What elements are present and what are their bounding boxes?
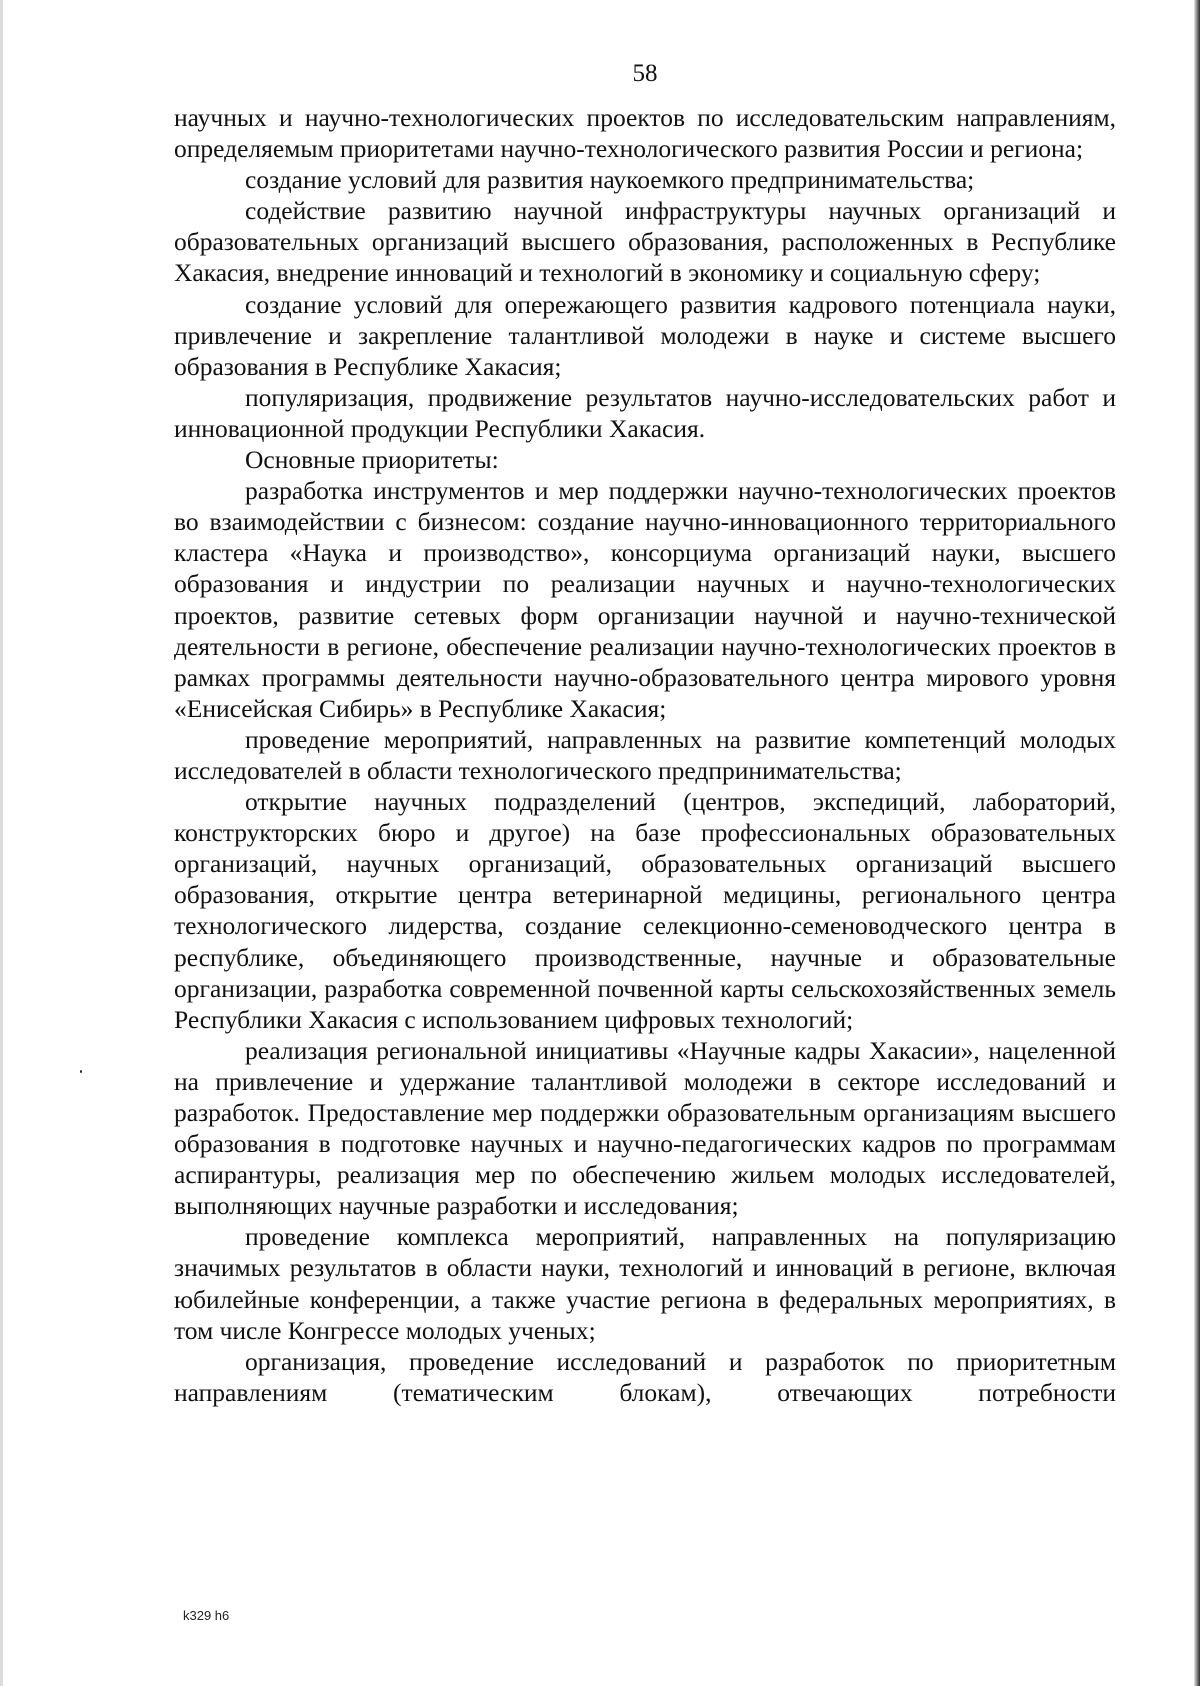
scan-edge-right	[1194, 0, 1200, 1686]
paragraph: проведение комплекса мероприятий, направленных на популяризацию значимых результатов в области науки, технологий и инноваций в регионе, включая юбилейные конференции, а также участие региона в федеральных мероприятиях, в том числе Конгрессе молодых ученых;	[174, 1222, 1116, 1345]
paragraph: проведение мероприятий, направленных на развитие компетенций молодых исследователей в области технологического предпринимательства;	[174, 724, 1116, 785]
paragraph-continued: научных и научно-технологических проектов по исследовательским направлениям, определяемым приоритетами научно-технологического развития России и региона;	[174, 103, 1116, 164]
paragraph: популяризация, продвижение результатов научно-исследовательских работ и инновационной продукции Республики Хакасия.	[174, 382, 1116, 443]
paragraph-continues: организация, проведение исследований и разработок по приоритетным направлениям (тематическим блокам), отвечающих потребности	[174, 1346, 1116, 1407]
scan-speck	[80, 1070, 82, 1073]
paragraph: реализация региональной инициативы «Научные кадры Хакасии», нацеленной на привлечение и удержание талантливой молодежи в секторе исследований и разработок. Предоставление мер поддержки образовательным организациям высшего образования в подготовке научных и научно-педагогических кадров по программам аспирантуры, реализация мер по обеспечению жильем молодых исследователей, выполняющих научные разработки и исследования;	[174, 1035, 1116, 1221]
paragraph: создание условий для развития наукоемкого предпринимательства;	[245, 165, 975, 195]
paragraph: открытие научных подразделений (центров, экспедиций, лабораторий, конструкторских бюро и другое) на базе профессиональных образовательных организаций, научных организаций, образовательных организаций высшего образования, открытие центра ветеринарной медицины, регионального центра технологического лидерства, создание селекционно-семеноводческого центра в республике, объединяющего производственные, научные и образовательные организации, разработка современной почвенной карты сельскохозяйственных земель Республики Хакасия с использованием цифровых технологий;	[174, 787, 1116, 1034]
paragraph: содействие развитию научной инфраструктуры научных организаций и образовательных организаций высшего образования, расположенных в Республике Хакасия, внедрение инноваций и технологий в экономику и социальную сферу;	[174, 196, 1116, 288]
footer-code: k329 h6	[183, 1608, 230, 1623]
scan-edge-left	[0, 0, 3, 1686]
paragraph: разработка инструментов и мер поддержки научно-технологических проектов во взаимодействии с бизнесом: создание научно-инновационного территориального кластера «Наука и производство», консорциума организаций науки, высшего образования и индустрии по реализации научных и научно-технологических проектов, развитие сетевых форм организации научной и научно-технической деятельности в регионе, обеспечение реализации научно-технологических проектов в рамках программы деятельности научно-образовательного центра мирового уровня «Енисейская Сибирь» в Республике Хакасия;	[174, 476, 1116, 723]
paragraph: создание условий для опережающего развития кадрового потенциала науки, привлечение и закрепление талантливой молодежи в науке и системе высшего образования в Республике Хакасия;	[174, 289, 1116, 381]
page-number: 58	[632, 60, 658, 87]
document-body	[174, 102, 1116, 1408]
section-heading: Основные приоритеты:	[245, 445, 499, 475]
